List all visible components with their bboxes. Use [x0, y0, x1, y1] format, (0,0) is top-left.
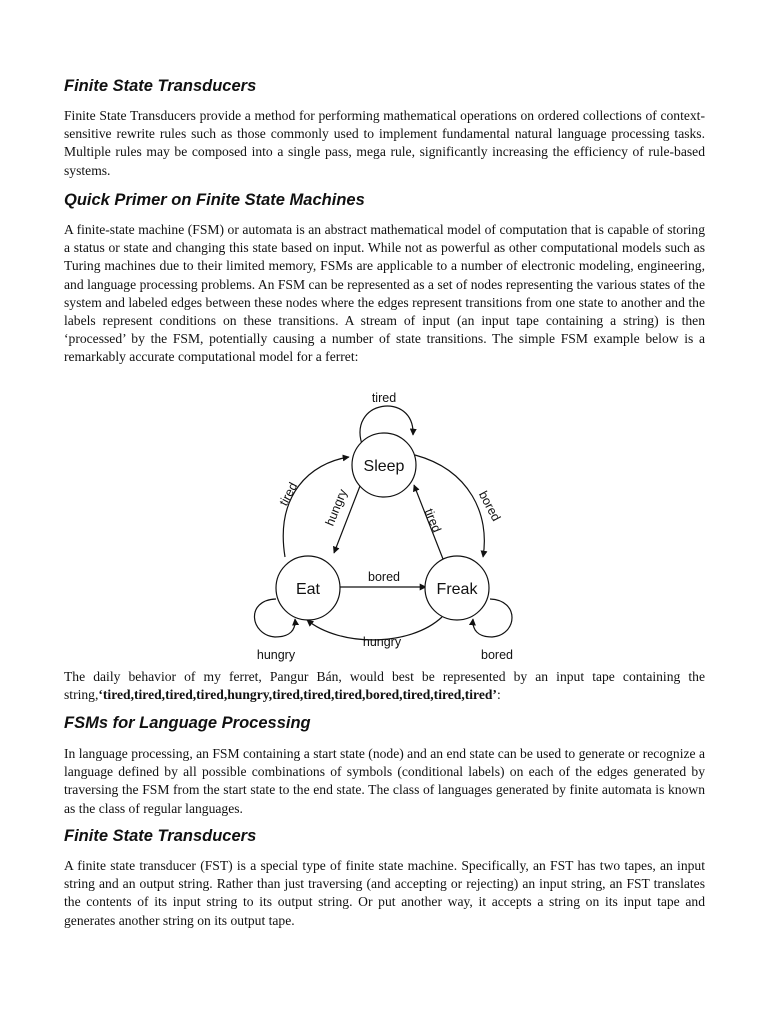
heading-fst-definition: Finite State Transducers	[64, 827, 257, 845]
ferret-fsm-diagram	[0, 385, 768, 665]
paragraph-fsm-language: In language processing, an FSM containing a start state (node) and an end state can be used to generate or recognize a language defined by all possible combinations of symbols (conditional labels) on each of the edges generated by traversing the FSM from the start state to the end state. The class of languages generated by finite automata is known as the class of regular languages.	[64, 746, 705, 816]
label-sleep-self: tired	[371, 391, 397, 405]
label-eat-to-freak: bored	[368, 570, 400, 584]
label-freak-self: bored	[481, 648, 513, 662]
edge-sleep-to-freak	[415, 455, 484, 557]
paragraph-fst-definition: A finite state transducer (FST) is a special type of finite state machine. Specifically, an FST has two tapes, an input string and an output string. Rather than just traversing (and accepting or rejecting) an input string, an FST translates the contents of its input string to its output string. Or put another way, it accepts a string on its input tape and generates another string on its output tape.	[64, 858, 705, 928]
label-sleep-to-freak: bored	[475, 488, 504, 524]
heading-fsm-primer: Quick Primer on Finite State Machines	[64, 191, 365, 209]
heading-fst-intro: Finite State Transducers	[64, 77, 257, 95]
ferret-example-prefix: The daily behavior of my ferret, Pangur Bán, would best be represented by an input tape containing the string,	[64, 669, 705, 703]
state-eat-label: Eat	[295, 581, 321, 598]
ferret-example-suffix: :	[496, 687, 501, 703]
paragraph-fst-intro: Finite State Transducers provide a method for performing mathematical operations on ordered collections of context-sensitive rewrite rules such as those commonly used to implement fundamental natural language processing tasks. Multiple rules may be composed into a single pass, mega rule, significantly increasing the efficiency of rule-based systems.	[64, 108, 705, 178]
label-freak-to-eat: hungry	[362, 635, 402, 649]
label-sleep-to-eat: hungry	[322, 487, 350, 528]
paragraph-fsm-primer: A finite-state machine (FSM) or automata is an abstract mathematical model of computation that is capable of storing a status or state and changing this state based on input. While not as powerful as other computational models such as Turing machines due to their limited memory, FSMs are applicable to a number of electronic modeling, engineering, and language processing problems. An FSM can be represented as a set of nodes representing the various states of the system and labeled edges between these nodes where the edges represent transitions from one state to another and the labels represent conditions on these transitions. A stream of input (an input tape containing a string) is then ‘processed’ by the FSM, potentially causing a number of state transitions. The simple FSM example below is a remarkably accurate computational model for a ferret:	[64, 222, 705, 365]
state-sleep-label: Sleep	[363, 458, 405, 475]
label-eat-self: hungry	[256, 648, 296, 662]
heading-fsm-language: FSMs for Language Processing	[64, 714, 311, 732]
input-tape-string: ‘tired,tired,tired,tired,hungry,tired,tired,tired,bored,tired,tired,tired’	[98, 687, 497, 703]
state-freak-label: Freak	[436, 581, 478, 598]
paragraph-ferret-example	[64, 668, 705, 704]
label-eat-to-sleep: tired	[276, 480, 301, 509]
label-freak-to-sleep: tired	[421, 506, 444, 535]
